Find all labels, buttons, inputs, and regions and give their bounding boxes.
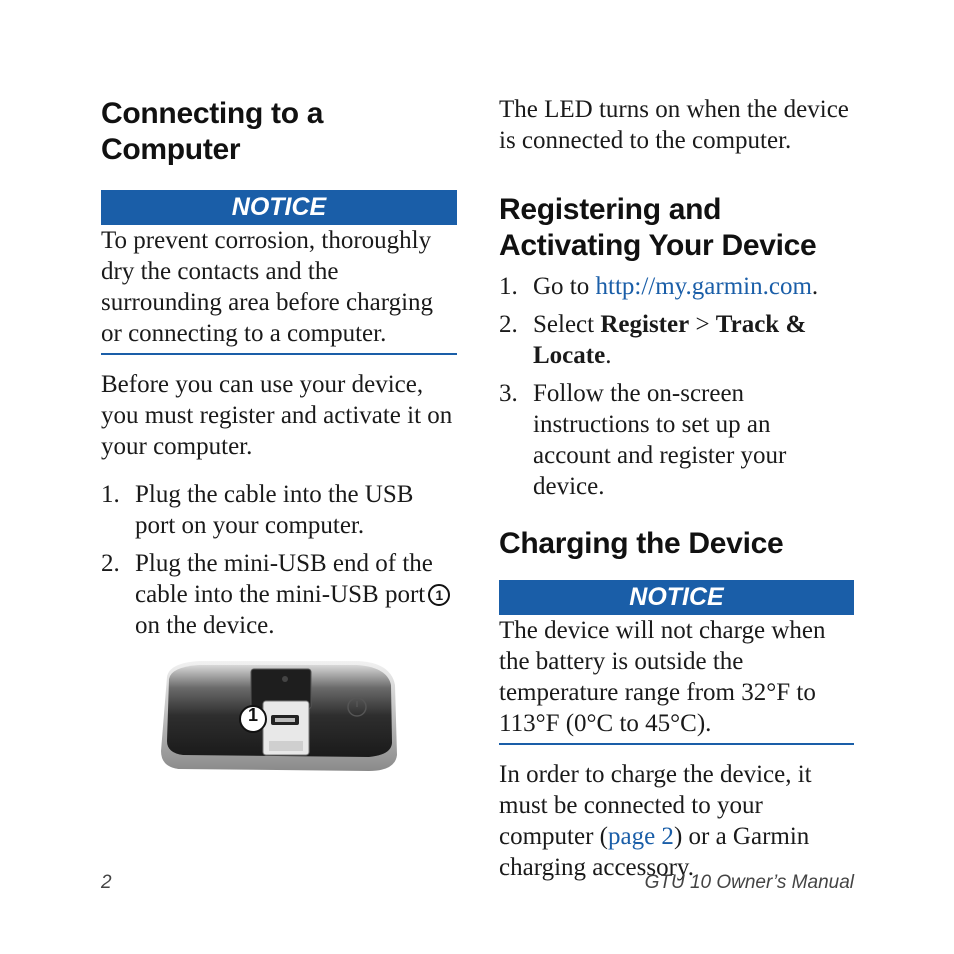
garmin-website-link[interactable]: http://my.garmin.com: [595, 273, 812, 300]
notice-text: The device will not charge when the battery is outside the temperature range from 32°F to 113°F (0°C to 45°C).: [499, 617, 826, 737]
notice-banner: NOTICE: [499, 580, 854, 615]
device-usb-port-illustration: [159, 655, 399, 775]
list-item: 3. Follow the on-screen instructions to set up an account and register your device.: [499, 380, 787, 500]
section-heading-charging: Charging the Device: [499, 527, 784, 560]
page-link[interactable]: page 2: [607, 823, 674, 850]
charging-paragraph: In order to charge the device, it must be connected to your computer (page 2) or a Garmin charging accessory.: [499, 761, 812, 881]
list-item: 2. Select Register > Track & Locate.: [499, 311, 807, 369]
section-heading-connecting: Connecting to a Computer: [101, 97, 324, 166]
list-item: 1. Plug the cable into the USB port on your computer.: [101, 481, 414, 539]
notice-box: [101, 225, 457, 355]
figure-callout-label: 1: [247, 705, 258, 725]
right-column: [499, 0, 854, 883]
notice-banner: NOTICE: [101, 190, 457, 225]
notice-text: To prevent corrosion, thoroughly dry the contacts and the surrounding area before charging or connecting to a computer.: [101, 227, 434, 347]
section-heading-registering: Registering and Activating Your Device: [499, 193, 817, 262]
notice-box: [499, 615, 854, 745]
device-figure: [159, 655, 399, 775]
page-number: 2: [101, 872, 112, 893]
list-item: 1. Go to http://my.garmin.com.: [499, 273, 819, 300]
intro-paragraph: Before you can use your device, you must register and activate it on your computer.: [101, 371, 453, 460]
manual-title: GTU 10 Owner’s Manual: [644, 872, 854, 893]
list-item: 2. Plug the mini-USB end of the cable into the mini-USB port 1 on the device.: [101, 548, 457, 641]
callout-marker: 1: [428, 584, 450, 606]
left-column: [101, 0, 457, 775]
led-paragraph: The LED turns on when the device is connected to the computer.: [499, 96, 849, 154]
